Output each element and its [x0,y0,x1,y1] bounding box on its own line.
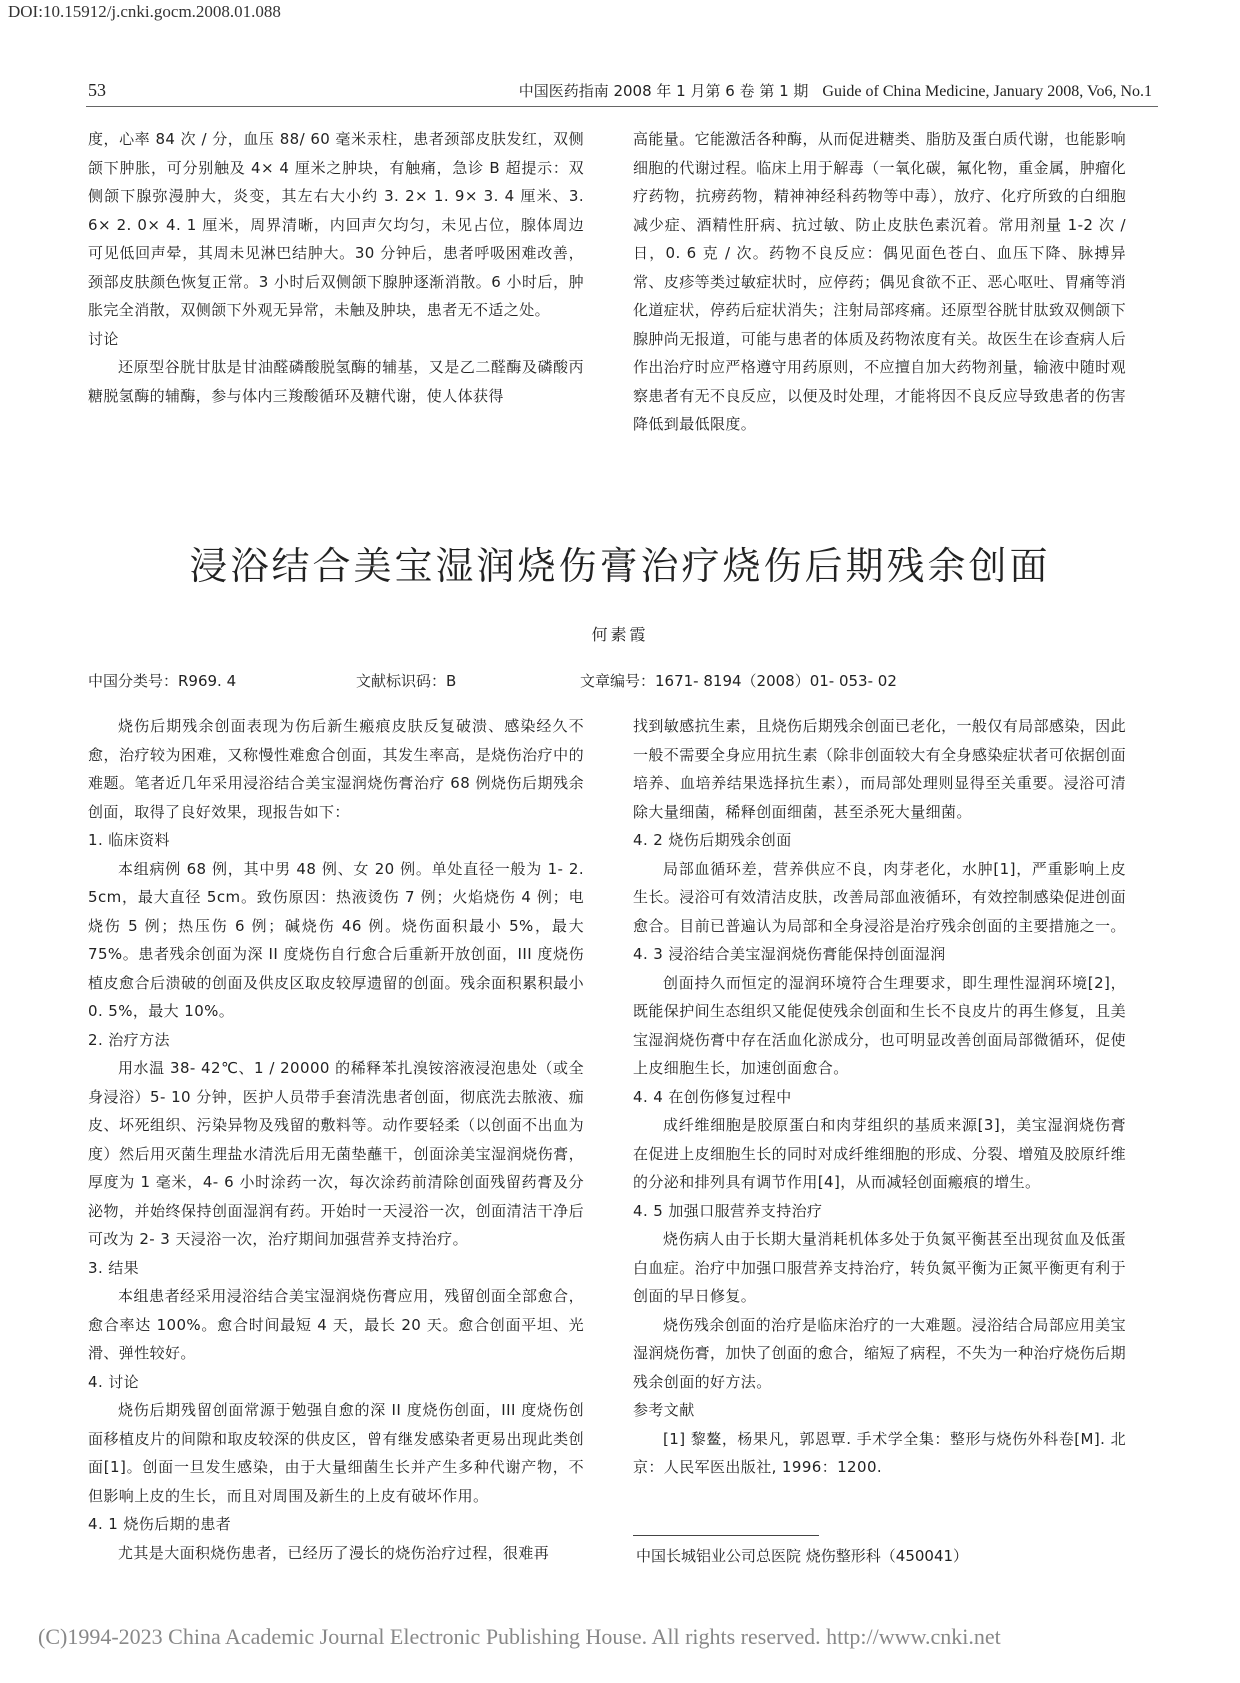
header-rule [86,106,1158,107]
article-number: 文章编号：1671- 8194（2008）01- 053- 02 [580,672,897,690]
paragraph: 尤其是大面积烧伤患者，已经历了漫长的烧伤治疗过程，很难再 [118,1543,550,1562]
paragraph: 本组病例 68 例，其中男 48 例、女 20 例。单处直径一般为 1- 2. 5cm，最大直径 5cm。致伤原因：热液烫伤 7 例；火焰烧伤 4 例；电烧伤 5 例；热压伤 6 例；碱烧伤 46 例。烧伤面积最小 5%，最大 75%。患者残余创面为深 II 度烧伤自行愈合后重新开放创面，III 度烧伤植皮愈合后溃破的创面及供皮区取皮较厚遗留的创面。残余面积累积最小 0. 5%，最大 10%。 [88,859,584,1020]
paragraph: 4. 3 浸浴结合美宝湿润烧伤膏能保持创面湿润 [633,945,946,963]
journal-title-cn: 中国医药指南 2008 年 1 月第 6 卷 第 1 期 [518,82,809,100]
paragraph: 烧伤后期残留创面常源于勉强自愈的深 II 度烧伤创面，III 度烧伤创面移植皮片的间隙和取皮较深的供皮区，曾有继发感染者更易出现此类创面[1]。创面一旦发生感染，由于大量细菌生长并产生多种代谢产物，不但影响上皮的生长，而且对周围及新生的上皮有破坏作用。 [88,1401,584,1505]
paragraph: 参考文献 [633,1401,695,1419]
paragraph: 4. 4 在创伤修复过程中 [633,1087,792,1106]
doi: DOI:10.15912/j.cnki.gocm.2008.01.088 [8,2,281,21]
body-right-column [633,712,1126,1482]
paragraph: 用水温 38- 42℃、1 / 20000 的稀释苯扎溴铵溶液浸泡患处（或全身浸浴）5- 10 分钟，医护人员带手套清洗患者创面，彻底洗去脓液、痂皮、坏死组织、污染异物及残留的敷料等。动作要轻柔（以创面不出血为度）然后用灭菌生理盐水清洗后用无菌垫蘸干，创面涂美宝湿润烧伤膏，厚度为 1 毫米，4- 6 小时涂药一次，每次涂药前清除创面残留药膏及分泌物，并始终保持创面湿润有药。开始时一天浸浴一次，创面清洁干净后可改为 2- 3 天浸浴一次，治疗期间加强营养支持治疗。 [88,1059,584,1248]
paragraph: 本组患者经采用浸浴结合美宝湿润烧伤膏应用，残留创面全部愈合，愈合率达 100%。愈合时间最短 4 天，最长 20 天。愈合创面平坦、光滑、弹性较好。 [88,1287,584,1362]
author: 何素霞 [591,625,649,644]
paragraph: 讨论 [88,329,119,348]
footnote-rule [633,1535,819,1536]
top-left-column [88,125,584,410]
copyright-notice: (C)1994-2023 China Academic Journal Electronic Publishing House. All rights reserved. http://www.cnki.net [38,1624,1001,1649]
paragraph: 烧伤残余创面的治疗是临床治疗的一大难题。浸浴结合局部应用美宝湿润烧伤膏，加快了创面的愈合，缩短了病程，不失为一种治疗烧伤后期残余创面的好方法。 [633,1315,1126,1391]
body-left-column [88,712,584,1567]
affiliation-footnote: 中国长城铝业公司总医院 烧伤整形科（450041） [636,1547,969,1565]
paragraph: 局部血循环差，营养供应不良，肉芽老化，水肿[1]，严重影响上皮生长。浸浴可有效清洁皮肤，改善局部血液循环，有效控制感染促进创面愈合。目前已普遍认为局部和全身浸浴是治疗残余创面的主要措施之一。 [633,859,1126,935]
journal-title-en: Guide of China Medicine, January 2008, Vo6, No.1 [822,83,1152,100]
paragraph: 度，心率 84 次 / 分，血压 88/ 60 毫米汞柱，患者颈部皮肤发红，双侧颌下肿胀，可分别触及 4× 4 厘米之肿块，有触痛，急诊 B 超提示：双侧颌下腺弥漫肿大，炎变，其左右大小约 3. 2× 1. 9× 3. 4 厘米、3. 6× 2. 0× 4. 1 厘米，周界清晰，内回声欠均匀，未见占位，腺体周边可见低回声晕，其周未见淋巴结肿大。30 分钟后，患者呼吸困难改善，颈部皮肤颜色恢复正常。3 小时后双侧颌下腺肿逐渐消散。6 小时后，肿胀完全消散，双侧颌下外观无异常，未触及肿块，患者无不适之处。 [88,130,584,319]
article-title: 浸浴结合美宝湿润烧伤膏治疗烧伤后期残余创面 [189,544,1051,588]
paragraph: [1] 黎鳌，杨果凡，郭恩覃. 手术学全集：整形与烧伤外科卷[M]. 北京：人民军医出版社, 1996：1200. [633,1429,1126,1476]
paragraph: 创面持久而恒定的湿润环境符合生理要求，即生理性湿润环境[2]，既能保护间生态组织又能促使残余创面和生长不良皮片的再生修复，且美宝湿润烧伤膏中存在活血化淤成分，也可明显改善创面局部微循环，促使上皮细胞生长，加速创面愈合。 [633,973,1126,1077]
classification-number: 中国分类号：R969. 4 [88,672,237,690]
paragraph: 找到敏感抗生素，且烧伤后期残余创面已老化，一般仅有局部感染，因此一般不需要全身应用抗生素（除非创面较大有全身感染症状者可依据创面培养、血培养结果选择抗生素），而局部处理则显得至关重要。浸浴可清除大量细菌，稀释创面细菌，甚至杀死大量细菌。 [633,717,1126,821]
paragraph: 烧伤后期残余创面表现为伤后新生瘢痕皮肤反复破溃、感染经久不愈，治疗较为困难，又称慢性难愈合创面，其发生率高，是烧伤治疗中的难题。笔者近几年采用浸浴结合美宝湿润烧伤膏治疗 68 例烧伤后期残余创面，取得了良好效果，现报告如下： [88,717,584,821]
paragraph: 4. 2 烧伤后期残余创面 [633,831,792,849]
paragraph: 3. 结果 [88,1258,140,1277]
journal-header [519,80,1152,101]
paragraph: 成纤维细胞是胶原蛋白和肉芽组织的基质来源[3]，美宝湿润烧伤膏在促进上皮细胞生长的同时对成纤维细胞的形成、分裂、增殖及胶原纤维的分泌和排列具有调节作用[4]，从而减轻创面瘢痕的增生。 [633,1116,1126,1191]
paragraph: 4. 5 加强口服营养支持治疗 [633,1201,823,1220]
page-number: 53 [88,80,106,100]
paragraph: 4. 1 烧伤后期的患者 [88,1515,232,1533]
document-code: 文献标识码：B [356,672,457,690]
paragraph: 烧伤病人由于长期大量消耗机体多处于负氮平衡甚至出现贫血及低蛋白血症。治疗中加强口服营养支持治疗，转负氮平衡为正氮平衡更有利于创面的早日修复。 [633,1230,1126,1305]
paragraph: 高能量。它能激活各种酶，从而促进糖类、脂肪及蛋白质代谢，也能影响细胞的代谢过程。临床上用于解毒（一氧化碳，氟化物，重金属，肿瘤化疗药物，抗痨药物，精神神经科药物等中毒），放疗、化疗所致的白细胞减少症、酒精性肝病、抗过敏、防止皮肤色素沉着。常用剂量 1-2 次 / 日，0. 6 克 / 次。药物不良反应：偶见面色苍白、血压下降、脉搏异常、皮疹等类过敏症状时，应停药；偶见食欲不正、恶心呕吐、胃痛等消化道症状，停药后症状消失；注射局部疼痛。还原型谷胱甘肽致双侧颌下腺肿尚无报道，可能与患者的体质及药物浓度有关。故医生在诊查病人后作出治疗时应严格遵守用药原则，不应擅自加大药物剂量，输液中随时观察患者有无不良反应，以便及时处理，才能将因不良反应导致患者的伤害降低到最低限度。 [633,130,1126,433]
paragraph: 2. 治疗方法 [88,1030,170,1049]
paragraph: 4. 讨论 [88,1372,140,1391]
paragraph: 还原型谷胱甘肽是甘油醛磷酸脱氢酶的辅基，又是乙二醛酶及磷酸丙糖脱氢酶的辅酶，参与体内三羧酸循环及糖代谢，使人体获得 [88,358,584,405]
top-right-column [633,125,1126,439]
paragraph: 1. 临床资料 [88,831,170,849]
